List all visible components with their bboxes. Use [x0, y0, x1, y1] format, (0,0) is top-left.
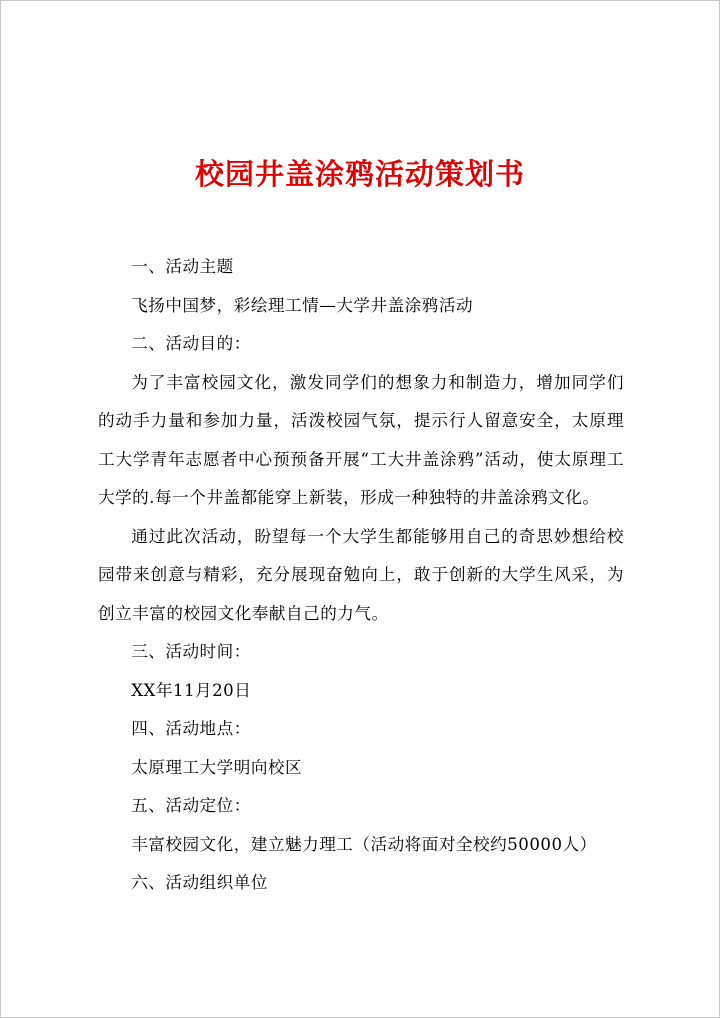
- heading-activity-positioning: 五、活动定位：: [131, 796, 251, 815]
- document-title: 校园井盖涂鸦活动策划书: [194, 157, 525, 191]
- activity-theme-text: 飞扬中国梦，彩绘理工情—大学井盖涂鸦活动: [131, 295, 474, 315]
- purpose-paragraph-1: 为了丰富校园文化，激发同学们的想象力和制造力，增加同学们的动手力量和参加力量，活泼校园气氛，提示行人留意安全，太原理工大学青年志愿者中心预预备开展“工大井盖涂鸦”活动，使太原理工大学的.每一个井盖都能穿上新装，形成一种独特的井盖涂鸦文化。: [98, 372, 624, 507]
- heading-activity-time: 三、活动时间：: [131, 642, 251, 661]
- purpose-paragraph-2: 通过此次活动，盼望每一个大学生都能够用自己的奇思妙想给校园带来创意与精彩，充分展现奋勉向上，敢于创新的大学生风采，为创立丰富的校园文化奉献自己的力气。: [98, 526, 624, 623]
- document-body: [98, 248, 624, 903]
- activity-location-text: 太原理工大学明向校区: [131, 757, 303, 777]
- activity-positioning-text: 丰富校园文化，建立魅力理工（活动将面对全校约50000人）: [131, 834, 597, 854]
- heading-organizer: 六、活动组织单位: [131, 873, 268, 892]
- heading-activity-location: 四、活动地点：: [131, 719, 251, 738]
- heading-activity-theme: 一、活动主题: [131, 257, 234, 276]
- heading-activity-purpose: 二、活动目的：: [131, 334, 251, 353]
- activity-time-text: XX年11月20日: [131, 680, 252, 700]
